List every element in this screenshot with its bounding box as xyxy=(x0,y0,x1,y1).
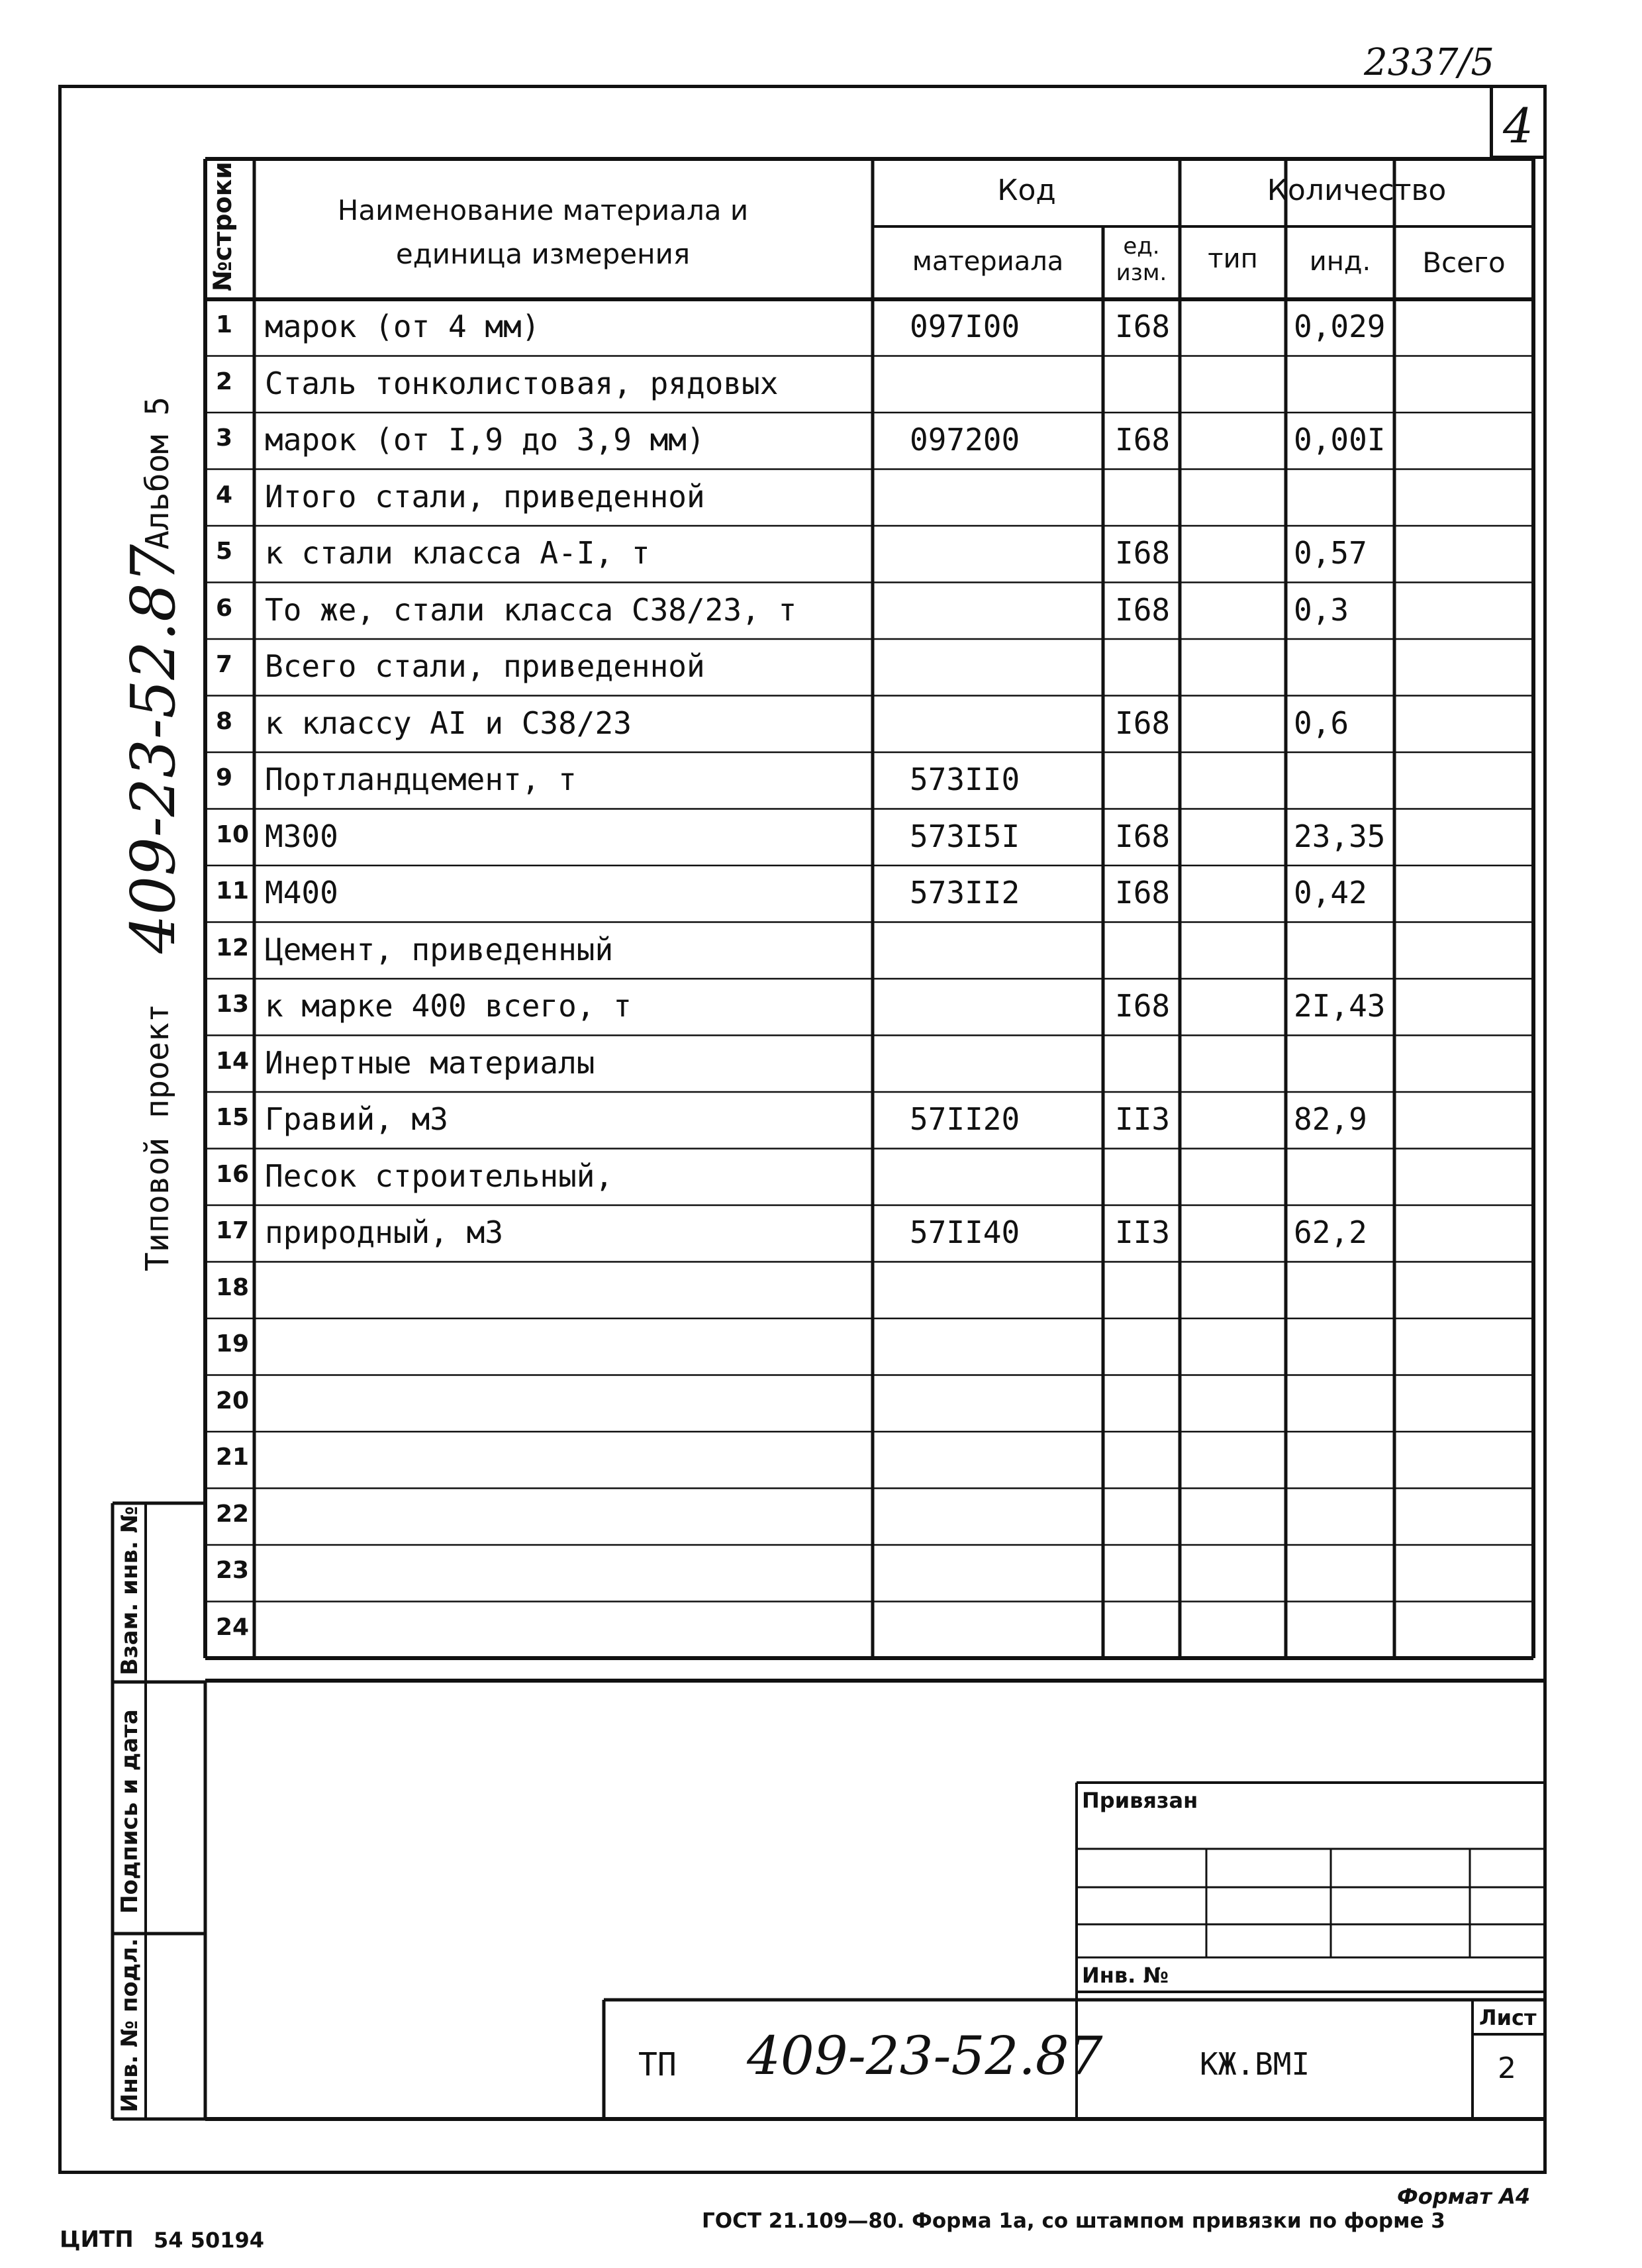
footer-gost: ГОСТ 21.109—80. Форма 1а, со штампом привязки по форме 3 xyxy=(702,2209,1445,2233)
header-quantity: Количество xyxy=(1267,173,1447,207)
material-name: Всего стали, приведенной xyxy=(265,648,705,684)
material-code: 573II2 xyxy=(910,875,1020,911)
material-code: 573I5I xyxy=(910,818,1020,854)
stamp-field-orig-inv: Инв. № подл. xyxy=(117,1938,143,2112)
material-code: 57II40 xyxy=(910,1214,1020,1250)
row-number: 16 xyxy=(216,1160,250,1188)
unit-code: I68 xyxy=(1115,535,1171,571)
stamp-tp-label: ТП xyxy=(638,2046,677,2083)
material-code: 573II0 xyxy=(910,762,1020,797)
material-name: Сталь тонколистовая, рядовых xyxy=(265,365,779,401)
material-code: 57II20 xyxy=(910,1101,1020,1137)
material-name: природный, м3 xyxy=(265,1214,504,1250)
material-code: 097I00 xyxy=(910,309,1020,344)
qty-individual: 0,57 xyxy=(1294,535,1367,571)
material-name: Гравий, м3 xyxy=(265,1101,448,1137)
qty-individual: 82,9 xyxy=(1294,1101,1367,1137)
unit-code: II3 xyxy=(1115,1214,1171,1250)
row-number: 20 xyxy=(216,1387,250,1414)
stamp-doc-code: КЖ.ВМI xyxy=(1200,2046,1310,2082)
row-number: 9 xyxy=(216,764,233,791)
row-number: 1 xyxy=(216,311,233,338)
row-number: 18 xyxy=(216,1273,250,1301)
stamp-inv-label: Инв. № xyxy=(1082,1963,1169,1988)
row-number: 13 xyxy=(216,991,250,1018)
header-code: Код xyxy=(997,173,1056,207)
row-number: 4 xyxy=(216,481,233,509)
material-name: Портландцемент, т xyxy=(265,762,577,797)
stamp-field-replace-inv: Взам. инв. № xyxy=(117,1506,143,1675)
unit-code: I68 xyxy=(1115,591,1171,628)
material-name: марок (от 4 мм) xyxy=(265,309,540,344)
material-name: к стали класса A-I, т xyxy=(265,535,650,571)
row-number: 14 xyxy=(216,1047,250,1075)
album-label: Альбом 5 xyxy=(139,396,176,550)
header-type: тип xyxy=(1208,244,1258,274)
row-number: 6 xyxy=(216,594,233,622)
header-total: Всего xyxy=(1422,246,1506,279)
page-corner-number: 4 xyxy=(1503,98,1533,154)
material-name: Инертные материалы xyxy=(265,1044,595,1081)
unit-code: I68 xyxy=(1115,309,1171,344)
row-number: 15 xyxy=(216,1104,250,1131)
material-name: Цемент, приведенный xyxy=(265,931,614,967)
qty-individual: 0,3 xyxy=(1294,591,1349,628)
row-number: 5 xyxy=(216,538,233,565)
row-number: 12 xyxy=(216,934,250,961)
unit-code: I68 xyxy=(1115,875,1171,911)
material-name: Итого стали, приведенной xyxy=(265,478,705,515)
stamp-bound-label: Привязан xyxy=(1082,1788,1198,1813)
material-name: Песок строительный, xyxy=(265,1158,614,1194)
qty-individual: 62,2 xyxy=(1294,1214,1367,1250)
unit-code: II3 xyxy=(1115,1101,1171,1137)
qty-individual: 0,6 xyxy=(1294,705,1349,741)
footer-order: 54 50194 xyxy=(154,2228,264,2253)
footer-format: Формат А4 xyxy=(1397,2184,1531,2209)
header-unit: ед. изм. xyxy=(1116,233,1167,286)
unit-code: I68 xyxy=(1115,818,1171,854)
material-name: М400 xyxy=(265,875,338,911)
qty-individual: 2I,43 xyxy=(1294,988,1386,1024)
unit-code: I68 xyxy=(1115,988,1171,1024)
unit-code: I68 xyxy=(1115,705,1171,741)
row-number: 11 xyxy=(216,877,250,905)
footer-org: ЦИТП xyxy=(60,2226,134,2253)
stamp-sheet-number: 2 xyxy=(1498,2051,1516,2085)
row-number: 21 xyxy=(216,1444,250,1471)
stamp-tp-number: 409-23-52.87 xyxy=(747,2025,1103,2087)
side-project-label: Типовой проект xyxy=(139,1003,176,1271)
material-code: 097200 xyxy=(910,422,1020,458)
material-name: к классу AI и С38/23 xyxy=(265,705,632,741)
material-name: М300 xyxy=(265,818,338,854)
qty-individual: 23,35 xyxy=(1294,818,1386,854)
stamp-field-signature-date: Подпись и дата xyxy=(117,1709,143,1914)
side-project-number: 409-23-52.87 xyxy=(118,544,189,954)
row-number: 22 xyxy=(216,1500,250,1528)
row-number: 8 xyxy=(216,707,233,735)
unit-code: I68 xyxy=(1115,422,1171,458)
material-name: марок (от I,9 до 3,9 мм) xyxy=(265,422,705,458)
row-number: 2 xyxy=(216,368,233,395)
qty-individual: 0,029 xyxy=(1294,309,1386,344)
header-row-number: №строки xyxy=(208,162,237,291)
row-number: 23 xyxy=(216,1557,250,1584)
row-number: 10 xyxy=(216,820,250,848)
row-number: 3 xyxy=(216,424,233,452)
row-number: 17 xyxy=(216,1217,250,1244)
archive-number: 2337/5 xyxy=(1364,41,1495,84)
qty-individual: 0,00I xyxy=(1294,422,1386,458)
header-material-code: материала xyxy=(912,246,1064,277)
qty-individual: 0,42 xyxy=(1294,875,1367,911)
material-name: к марке 400 всего, т xyxy=(265,988,632,1024)
stamp-sheet-label: Лист xyxy=(1479,2005,1537,2030)
row-number: 24 xyxy=(216,1613,250,1641)
row-number: 7 xyxy=(216,651,233,678)
row-number: 19 xyxy=(216,1330,250,1357)
header-individual: инд. xyxy=(1309,246,1371,277)
header-material-name: Наименование материала и единица измерения xyxy=(337,194,749,270)
material-name: То же, стали класса С38/23, т xyxy=(265,591,797,628)
